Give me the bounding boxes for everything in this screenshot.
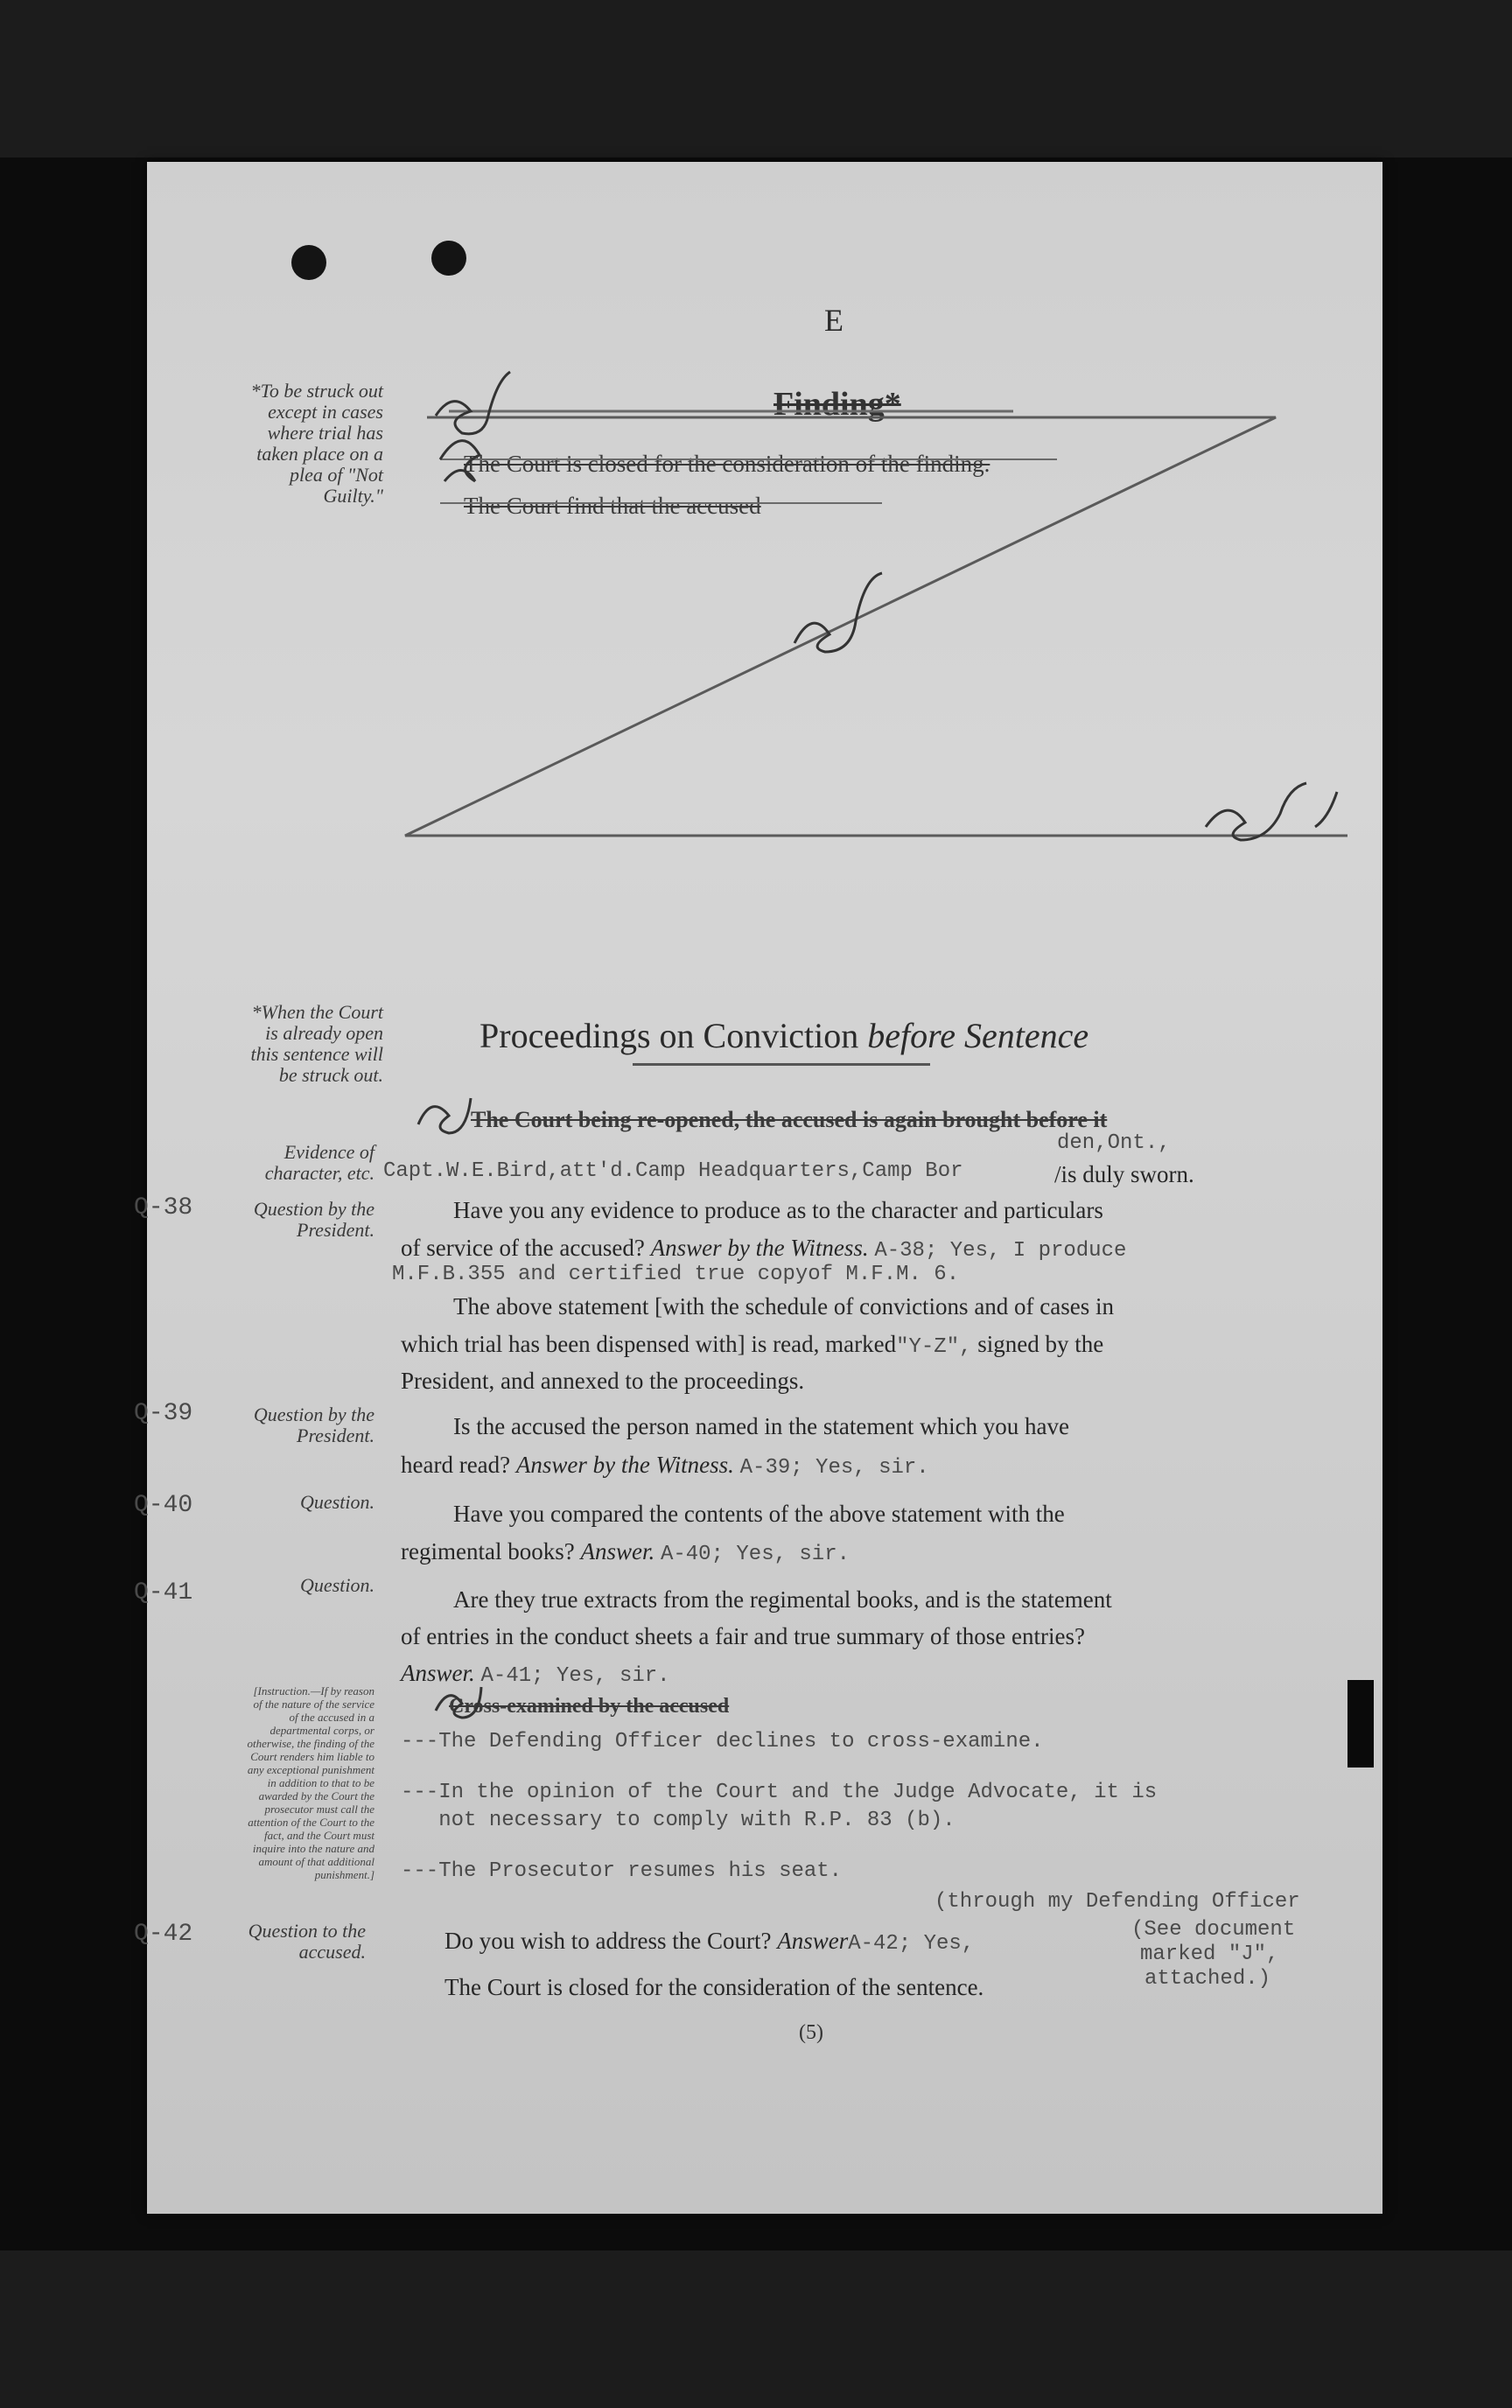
answer-typed: A-41; Yes, sir.	[480, 1664, 670, 1688]
see-document: (See document	[1131, 1918, 1296, 1942]
question-text	[401, 1445, 929, 1488]
witness-typed-above: den,Ont.,	[1057, 1131, 1171, 1155]
answer-typed: A-40; Yes, sir.	[660, 1543, 850, 1566]
cross-examined-struck: Cross-examined by the accused	[449, 1695, 730, 1718]
instruction-note: [Instruction.—If by reason of the nature of the service of the accused in a departmental corps, or otherwise, the finding of the Court renders him liable to any exceptional punishment in addition to that to be awarded by the Court the prosecutor must call the attention of the Court to the fact, and the Court must inquire into the nature and amount of that additional punishment.]	[247, 1684, 374, 1881]
question-label: Question.	[300, 1491, 374, 1513]
typed-note: ---In the opinion of the Court and the Judge Advocate, it is	[401, 1781, 1158, 1804]
conviction-heading-roman: Proceedings on Conviction	[480, 1016, 868, 1055]
answer-label: Answer by the Witness.	[650, 1235, 869, 1261]
statement-text-part: which trial has been dispensed with] is read, marked	[401, 1331, 897, 1357]
question-number: Q-39	[134, 1400, 193, 1427]
question-label: Question by the President.	[253, 1404, 374, 1446]
question-text: Are they true extracts from the regimental books, and is the statement	[453, 1586, 1112, 1613]
answer-label: Answer	[777, 1928, 849, 1954]
statement-text: President, and annexed to the proceedings.	[401, 1368, 805, 1394]
question-number: Q-40	[134, 1492, 193, 1519]
document-page	[134, 162, 1382, 2214]
initials-signature	[410, 1072, 480, 1142]
question-text-part: regimental books?	[401, 1538, 575, 1564]
conviction-struck-line: The Court being re-opened, the accused is again brought before it	[471, 1107, 1108, 1132]
question-text: of entries in the conduct sheets a fair and true summary of those entries?	[401, 1623, 1085, 1649]
film-bottom-border	[0, 2250, 1512, 2408]
q42-text	[444, 1921, 974, 1964]
finding-heading: Finding*	[774, 386, 901, 423]
section-letter: E	[824, 303, 844, 338]
conviction-margin-note: *When the Court is already open this sentence will be struck out.	[250, 1001, 383, 1086]
marked-typed: "Y-Z",	[896, 1335, 972, 1359]
question-text-part: heard read?	[401, 1452, 511, 1478]
question-number: Q-38	[134, 1194, 193, 1222]
closing-line: The Court is closed for the consideration of the sentence.	[444, 1974, 984, 2000]
typed-note: ---The Defending Officer declines to cross-examine.	[401, 1730, 1044, 1754]
see-document: marked "J",	[1140, 1942, 1279, 1966]
see-document: attached.)	[1144, 1967, 1271, 1991]
heading-underline	[633, 1063, 930, 1066]
question-number: Q-41	[134, 1579, 193, 1606]
typed-note: ---The Prosecutor resumes his seat.	[401, 1859, 843, 1883]
question-text	[401, 1531, 850, 1575]
answer-typed: A-38; Yes, I produce	[874, 1239, 1127, 1263]
evidence-label: Evidence of character, etc.	[264, 1141, 374, 1184]
question-text-part: of service of the accused?	[401, 1235, 645, 1261]
initials-signature	[1197, 774, 1346, 844]
question-label: Question by the President.	[253, 1198, 374, 1241]
answer-typed: A-39; Yes, sir.	[739, 1456, 929, 1480]
page-number: (5)	[799, 2021, 823, 2044]
initials-signature	[427, 363, 532, 494]
answer-label: Answer.	[401, 1660, 475, 1686]
initials-signature	[427, 1667, 497, 1719]
finding-line-find: The Court find that the accused	[464, 493, 761, 519]
finding-line-closed: The Court is closed for the consideration of the finding.	[464, 451, 990, 477]
through-typed: (through my Defending Officer	[934, 1890, 1300, 1914]
question-text: Have you any evidence to produce as to the character and particulars	[453, 1197, 1103, 1223]
question-label: Question.	[300, 1574, 374, 1596]
statement-text: The above statement [with the schedule of convictions and of cases in	[453, 1293, 1115, 1320]
answer-typed: A-42; Yes,	[848, 1932, 975, 1956]
conviction-heading-italic: before Sentence	[867, 1016, 1089, 1055]
question-label: Question to the accused.	[248, 1920, 366, 1963]
typed-note: not necessary to comply with R.P. 83 (b).	[401, 1809, 956, 1832]
witness-sworn: /is duly sworn.	[1054, 1161, 1194, 1187]
film-top-border	[0, 0, 1512, 158]
conviction-heading	[480, 1015, 1088, 1056]
edge-shadow	[1348, 1680, 1374, 1768]
finding-margin-note: *To be struck out except in cases where trial has taken place on a plea of "Not Guilty."	[250, 380, 383, 507]
answer-label: Answer.	[580, 1538, 655, 1564]
statement-text-part: signed by the	[977, 1331, 1104, 1357]
q42-question: Do you wish to address the Court?	[444, 1928, 772, 1954]
answer-label: Answer by the Witness.	[515, 1452, 734, 1478]
typed-line: M.F.B.355 and certified true copyof M.F.M. 6.	[392, 1263, 960, 1286]
question-number: Q-42	[134, 1921, 193, 1948]
initials-signature	[786, 564, 900, 661]
question-text: Is the accused the person named in the statement which you have	[453, 1413, 1070, 1439]
witness-typed: Capt.W.E.Bird,att'd.Camp Headquarters,Camp Bor	[383, 1159, 963, 1183]
question-text: Have you compared the contents of the above statement with the	[453, 1501, 1065, 1527]
